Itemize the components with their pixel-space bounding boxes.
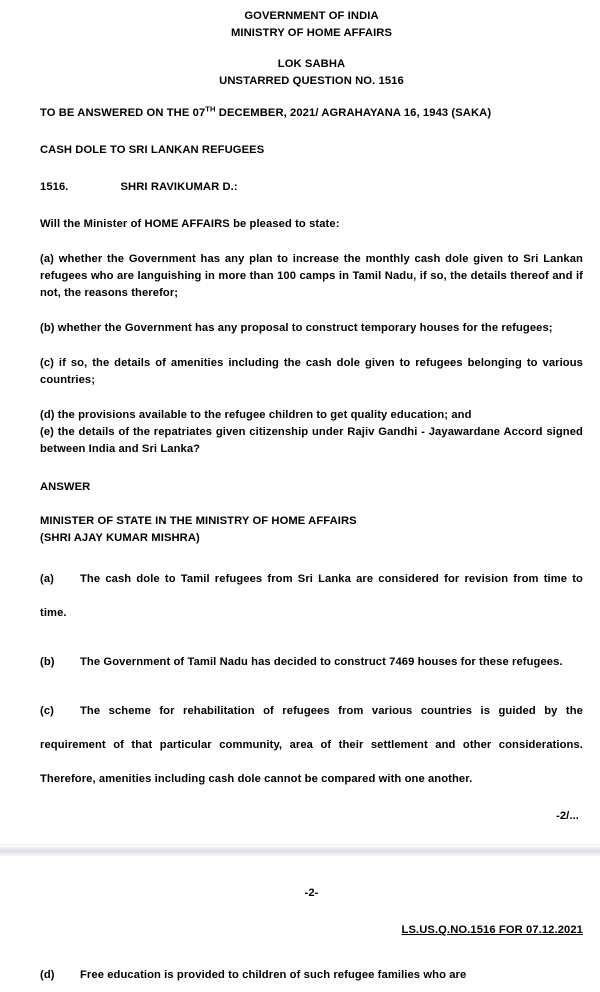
question-part-c: (c) if so, the details of amenities including the cash dole given to refugees belonging to various countries; <box>40 357 583 386</box>
answer-part-b <box>40 645 583 679</box>
answer-date-prefix: TO BE ANSWERED ON THE 07 <box>40 107 206 119</box>
minister-name: (SHRI AJAY KUMAR MISHRA) <box>40 532 200 544</box>
answer-part-b-text: The Government of Tamil Nadu has decided to construct 7469 houses for these refugees. <box>80 656 563 668</box>
document-page-2 <box>0 885 600 985</box>
answer-part-d <box>40 958 583 992</box>
question-part-b: (b) whether the Government has any proposal to construct temporary houses for the refugees; <box>40 322 553 334</box>
heading-government-of-india: GOVERNMENT OF INDIA <box>244 10 379 22</box>
answer-part-a-text: The cash dole to Tamil refugees from Sri Lanka are considered for revision from time to time. <box>40 573 583 619</box>
question-part-e: (e) the details of the repatriates given citizenship under Rajiv Gandhi - Jayawardane Accord signed between India and Sri Lanka? <box>40 426 583 455</box>
heading-question-number: UNSTARRED QUESTION NO. 1516 <box>219 75 404 87</box>
document-page-1 <box>0 8 600 844</box>
answer-date-suffix: DECEMBER, 2021/ AGRAHAYANA 16, 1943 (SAKA) <box>215 107 492 119</box>
continuation-marker: -2/... <box>556 810 579 822</box>
question-subject: CASH DOLE TO SRI LANKAN REFUGEES <box>40 144 265 156</box>
question-part-a: (a) whether the Government has any plan to increase the monthly cash dole given to Sri Lankan refugees who are languishing in more than 100 camps in Tamil Nadu, if so, the details thereof and if not, the reasons therefor; <box>40 253 583 299</box>
answer-part-d-text: Free education is provided to children of such refugee families who are <box>80 969 467 981</box>
answer-date-line <box>40 105 583 122</box>
question-preamble: Will the Minister of HOME AFFAIRS be pleased to state: <box>40 218 340 230</box>
question-number: 1516. <box>40 181 69 193</box>
answer-heading: ANSWER <box>40 481 91 493</box>
minister-title: MINISTER OF STATE IN THE MINISTRY OF HOME AFFAIRS <box>40 515 357 527</box>
answer-part-c <box>40 694 583 796</box>
answer-part-c-label: (c) <box>40 705 54 717</box>
question-part-d: (d) the provisions available to the refugee children to get quality education; and <box>40 409 472 421</box>
question-asked-by: SHRI RAVIKUMAR D.: <box>120 181 238 193</box>
answer-date-ordinal-suffix: TH <box>205 104 216 114</box>
answer-part-a <box>40 562 583 630</box>
answer-part-c-text: The scheme for rehabilitation of refugees from various countries is guided by the requirement of that particular community, area of their settlement and other considerations. Therefore, amenities including cash dole cannot be compared with one another. <box>40 705 583 785</box>
heading-ministry-of-home-affairs: MINISTRY OF HOME AFFAIRS <box>230 27 393 39</box>
answer-part-a-label: (a) <box>40 573 54 585</box>
heading-lok-sabha: LOK SABHA <box>277 58 346 70</box>
page-number: -2- <box>304 887 319 899</box>
page-reference-text: LS.US.Q.NO.1516 FOR 07.12.2021 <box>401 924 583 936</box>
page-break-separator <box>0 844 600 858</box>
answer-part-d-label: (d) <box>40 969 55 981</box>
question-number-row <box>40 179 583 196</box>
answer-part-b-label: (b) <box>40 656 55 668</box>
page-reference <box>40 922 583 939</box>
